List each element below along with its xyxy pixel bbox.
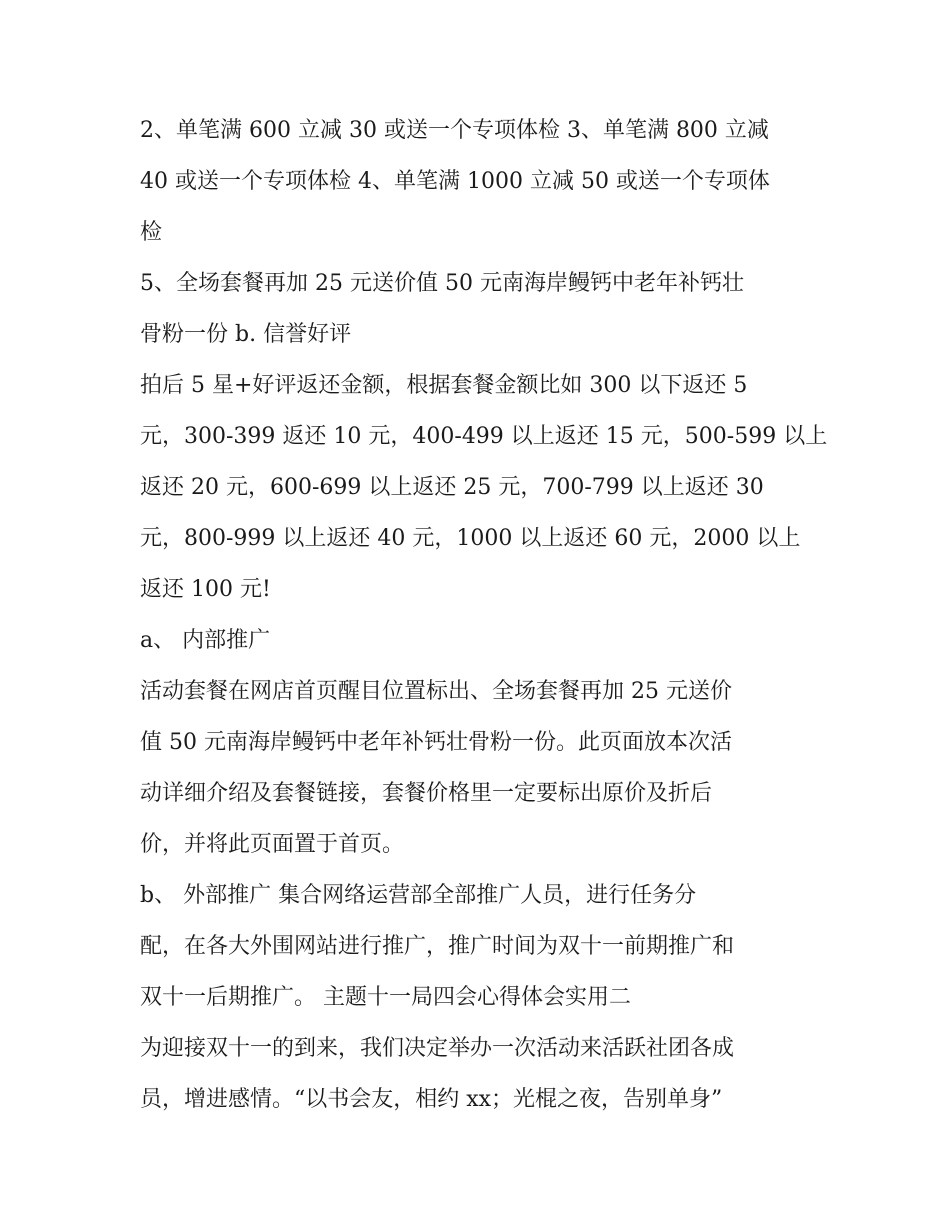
text-line-13: 值 50 元南海岸鳗钙中老年补钙壮骨粉一份。此页面放本次活 [140, 730, 732, 755]
text-line-6: 拍后 5 星+好评返还金额，根据套餐金额比如 300 以下返还 5 [140, 373, 748, 398]
text-line-5: 骨粉一份 b. 信誉好评 [140, 322, 352, 347]
text-line-3: 检 [140, 220, 163, 245]
document-body [140, 105, 828, 1125]
text-line-9: 元，800-999 以上返还 40 元，1000 以上返还 60 元，2000 以上 [140, 526, 801, 551]
text-line-10: 返还 100 元! [140, 577, 271, 602]
text-line-4: 5、全场套餐再加 25 元送价值 50 元南海岸鳗钙中老年补钙壮 [140, 271, 744, 296]
text-line-11: a、 内部推广 [140, 628, 271, 653]
text-line-17: 配，在各大外围网站进行推广，推广时间为双十一前期推广和 [140, 934, 735, 959]
text-line-18: 双十一后期推广。 主题十一局四会心得体会实用二 [140, 985, 631, 1010]
text-line-15: 价，并将此页面置于首页。 [140, 832, 405, 857]
text-line-12: 活动套餐在网店首页醒目位置标出、全场套餐再加 25 元送价 [140, 679, 732, 704]
text-line-7: 元，300-399 返还 10 元，400-499 以上返还 15 元，500-599 以上 [140, 424, 828, 449]
text-line-8: 返还 20 元，600-699 以上返还 25 元，700-799 以上返还 30 [140, 475, 764, 500]
text-line-16: b、 外部推广 集合网络运营部全部推广人员，进行任务分 [140, 883, 697, 908]
text-line-19: 为迎接双十一的到来，我们决定举办一次活动来活跃社团各成 [140, 1036, 735, 1061]
text-line-1: 2、单笔满 600 立减 30 或送一个专项体检 3、单笔满 800 立减 [140, 118, 769, 143]
text-line-20: 员，增进感情。“以书会友，相约 xx；光棍之夜，告别单身” [140, 1087, 723, 1112]
text-line-2: 40 或送一个专项体检 4、单笔满 1000 立减 50 或送一个专项体 [140, 169, 770, 194]
text-line-14: 动详细介绍及套餐链接，套餐价格里一定要标出原价及折后 [140, 781, 713, 806]
